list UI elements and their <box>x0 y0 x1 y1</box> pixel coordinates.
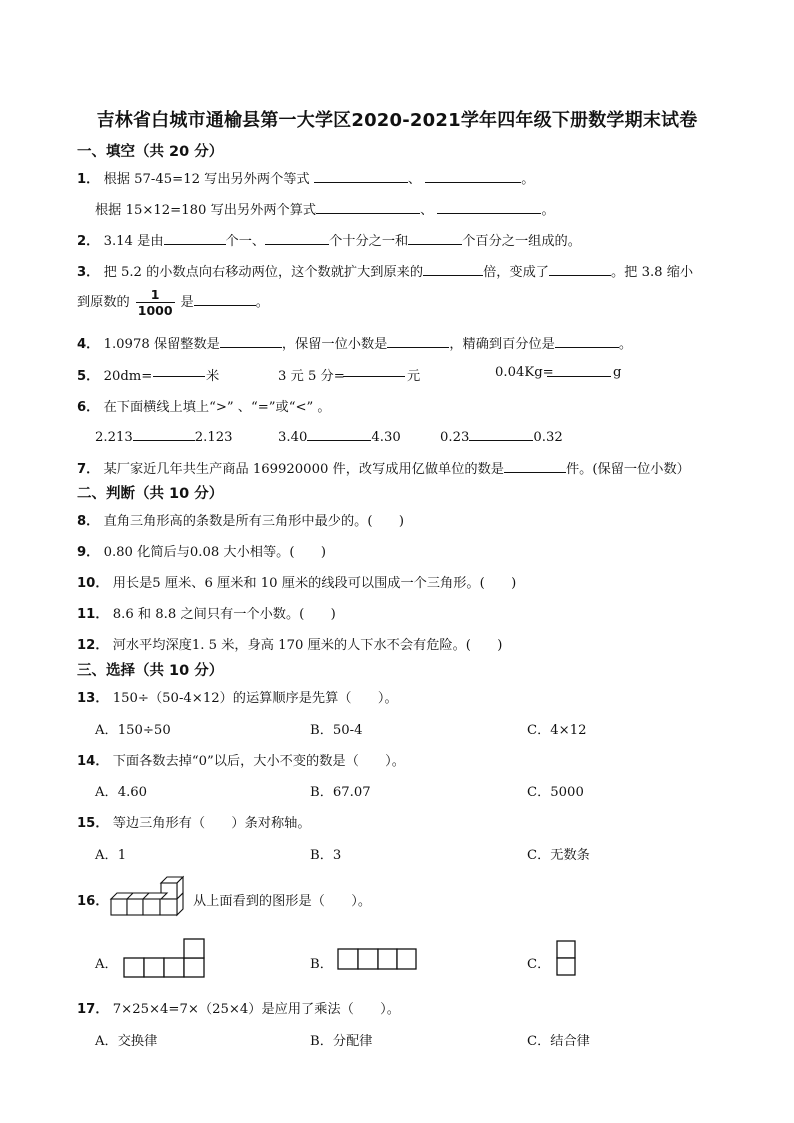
option-a[interactable]: A．4.60 <box>95 785 148 800</box>
period: 。 <box>541 203 555 218</box>
answer-blank[interactable] <box>469 428 533 441</box>
answer-blank[interactable] <box>316 201 420 214</box>
question-number: 9． <box>77 545 100 560</box>
question-text: 倍，变成了 <box>483 265 549 280</box>
answer-blank[interactable] <box>547 364 611 377</box>
question-number: 7． <box>77 462 100 477</box>
answer-blank[interactable] <box>153 364 205 377</box>
value: 0.23 <box>440 430 470 445</box>
question-1a <box>77 168 534 187</box>
compare-pair-3 <box>440 428 563 445</box>
value: 3.40 <box>278 430 308 445</box>
option-c[interactable]: C．结合律 <box>527 1034 590 1049</box>
question-number: 15． <box>77 816 109 831</box>
period: 。 <box>255 295 269 310</box>
question-text: 把 5.2 的小数点向右移动两位，这个数就扩大到原来的 <box>103 265 424 280</box>
option-a[interactable]: A．150÷50 <box>95 723 171 738</box>
option-c[interactable]: C．5000 <box>527 785 584 800</box>
answer-blank[interactable] <box>423 263 483 276</box>
question-number: 11． <box>77 607 109 622</box>
answer-blank[interactable] <box>343 364 405 377</box>
page-title: 吉林省白城市通榆县第一大学区2020-2021学年四年级下册数学期末试卷 <box>96 110 698 131</box>
question-number: 1． <box>77 172 100 187</box>
question-text: 直角三角形高的条数是所有三角形中最少的。( ) <box>103 514 404 529</box>
question-6 <box>77 396 331 415</box>
option-c[interactable]: C．4×12 <box>527 723 587 738</box>
answer-blank[interactable] <box>387 335 449 348</box>
question-text: 0.04Kg= <box>495 365 554 380</box>
answer-blank[interactable] <box>314 170 408 183</box>
question-text: 150÷（50-4×12）的运算顺序是先算（ ）。 <box>112 691 398 706</box>
compare-pair-1 <box>95 428 233 445</box>
option-a-figure[interactable] <box>123 937 207 979</box>
question-text: 8.6 和 8.8 之间只有一个小数。( ) <box>112 607 336 622</box>
unit-label: 元 <box>407 369 421 384</box>
question-number: 2． <box>77 234 100 249</box>
question-15 <box>77 812 311 831</box>
unit-label: 米 <box>206 369 220 384</box>
question-1b <box>95 199 555 218</box>
question-number: 6． <box>77 400 100 415</box>
question-text: ，精确到百分位是 <box>449 337 555 352</box>
question-text: 根据 15×12=180 写出另外两个算式 <box>95 203 317 218</box>
option-c[interactable]: C．无数条 <box>527 848 590 863</box>
question-number: 10． <box>77 576 109 591</box>
fraction-numerator: 1 <box>136 287 175 303</box>
question-text: 个一、 <box>225 234 266 249</box>
option-a[interactable]: A．交换律 <box>95 1034 158 1049</box>
question-text: 1.0978 保留整数是 <box>103 337 220 352</box>
value: 4.30 <box>371 430 401 445</box>
question-number: 3． <box>77 265 100 280</box>
question-17 <box>77 998 400 1017</box>
answer-blank[interactable] <box>164 232 226 245</box>
question-number: 4． <box>77 337 100 352</box>
option-b[interactable]: B．67.07 <box>310 785 371 800</box>
option-b[interactable]: B． <box>310 957 333 972</box>
section-heading-choice: 三、选择（共 10 分） <box>77 663 224 679</box>
answer-blank[interactable] <box>133 428 195 441</box>
question-text: 20dm= <box>103 369 153 384</box>
question-text: ，保留一位小数是 <box>281 337 388 352</box>
option-b[interactable]: B．分配律 <box>310 1034 373 1049</box>
question-number: 13． <box>77 691 109 706</box>
question-number: 14． <box>77 754 109 769</box>
question-text: 个十分之一和 <box>329 234 409 249</box>
option-c[interactable]: C． <box>527 957 551 972</box>
question-text: 根据 57-45=12 写出另外两个等式 <box>103 172 310 187</box>
question-4 <box>77 333 632 352</box>
question-12 <box>77 634 502 653</box>
question-14 <box>77 750 405 769</box>
answer-blank[interactable] <box>425 170 521 183</box>
question-text: 下面各数去掉“0”以后，大小不变的数是（ ）。 <box>112 754 405 769</box>
answer-blank[interactable] <box>437 201 541 214</box>
section-heading-judge: 二、判断（共 10 分） <box>77 486 224 502</box>
question-2 <box>77 230 581 249</box>
question-3a <box>77 261 693 280</box>
question-text: 0.80 化简后与0.08 大小相等。( ) <box>103 545 327 560</box>
fraction <box>136 287 175 318</box>
unit-label: g <box>613 365 622 380</box>
question-text: 某厂家近几年共生产商品 169920000 件，改写成用亿做单位的数是 <box>103 462 504 477</box>
question-7 <box>77 458 690 477</box>
question-10 <box>77 572 516 591</box>
question-number: 8． <box>77 514 100 529</box>
question-number: 12． <box>77 638 109 653</box>
section-heading-fill: 一、填空（共 20 分） <box>77 144 224 160</box>
option-a[interactable]: A． <box>95 957 118 972</box>
option-a[interactable]: A．1 <box>95 848 127 863</box>
question-9 <box>77 541 326 560</box>
option-c-figure[interactable] <box>554 939 578 977</box>
option-b[interactable]: B．50-4 <box>310 723 363 738</box>
question-text: 河水平均深度1. 5 米，身高 170 厘米的人下水不会有危险。( ) <box>112 638 503 653</box>
separator: 、 <box>420 203 434 218</box>
answer-blank[interactable] <box>555 335 619 348</box>
period: 。 <box>521 172 535 187</box>
question-text: 是 <box>180 295 194 310</box>
question-number: 5． <box>77 369 100 384</box>
question-3b <box>77 287 269 318</box>
question-text: 。把 3.8 缩小 <box>611 265 694 280</box>
answer-blank[interactable] <box>504 460 566 473</box>
compare-pair-2 <box>278 428 401 445</box>
answer-blank[interactable] <box>549 263 611 276</box>
question-13 <box>77 687 398 706</box>
question-8 <box>77 510 404 529</box>
option-b[interactable]: B．3 <box>310 848 342 863</box>
value: 2.213 <box>95 430 133 445</box>
question-11 <box>77 603 336 622</box>
answer-blank[interactable] <box>408 232 462 245</box>
value: 2.123 <box>194 430 233 445</box>
question-text: 个百分之一组成的。 <box>462 234 581 249</box>
question-number <box>77 890 109 909</box>
value: 0.32 <box>533 430 563 445</box>
question-number-text: 16． <box>77 894 109 909</box>
answer-blank[interactable] <box>194 293 256 306</box>
question-text: 等边三角形有（ ）条对称轴。 <box>112 816 311 831</box>
question-text: 7×25×4=7×（25×4）是应用了乘法（ ）。 <box>112 1002 400 1017</box>
question-text: 在下面横线上填上“>” 、“=”或“<” 。 <box>103 400 331 415</box>
answer-blank[interactable] <box>307 428 371 441</box>
option-b-figure[interactable] <box>337 947 419 971</box>
fraction-denominator: 1000 <box>137 303 173 318</box>
cube-stack-figure <box>108 875 184 919</box>
question-5 <box>77 365 152 384</box>
question-text: 3 元 5 分= <box>278 369 345 384</box>
separator: 、 <box>407 172 422 187</box>
question-text: 用长是5 厘米、6 厘米和 10 厘米的线段可以围成一个三角形。( ) <box>112 576 517 591</box>
question-number: 17． <box>77 1002 109 1017</box>
question-text: 件。(保留一位小数） <box>565 462 690 477</box>
question-text: 3.14 是由 <box>103 234 164 249</box>
period: 。 <box>618 337 633 352</box>
question-text: 从上面看到的图形是（ ）。 <box>193 894 372 909</box>
answer-blank[interactable] <box>220 335 282 348</box>
question-text: 到原数的 <box>77 295 130 310</box>
answer-blank[interactable] <box>265 232 329 245</box>
